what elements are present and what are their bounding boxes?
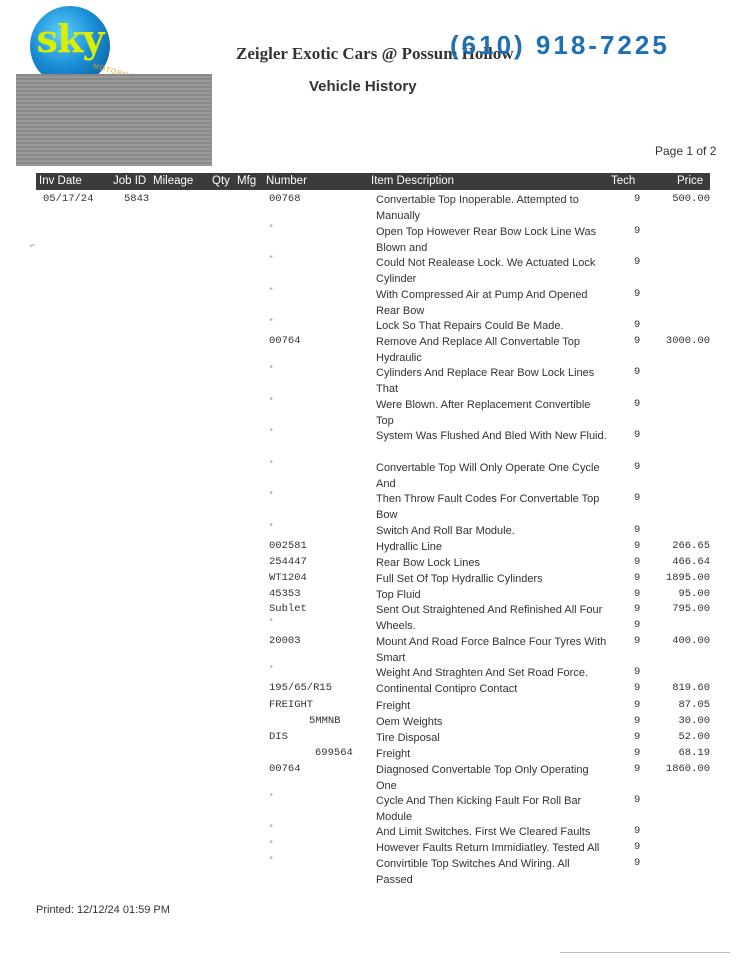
cell-tech: 9 (634, 715, 641, 727)
cell-description: Remove And Replace All Convertable Top Hydraulic (376, 336, 581, 364)
cell-price: 400.00 (672, 635, 710, 647)
cell-description: Tire Disposal (376, 732, 440, 744)
cell-number: " (269, 398, 274, 406)
cell-tech: 9 (634, 841, 641, 853)
cell-number: 00764 (269, 335, 301, 347)
cell-number: " (269, 461, 274, 469)
cell-description: Freight (376, 700, 411, 712)
redacted-area (16, 74, 212, 166)
cell-tech: 9 (634, 288, 641, 300)
cell-tech: 9 (634, 825, 641, 837)
cell-number: 699564 (315, 747, 353, 759)
cell-tech: 9 (634, 731, 641, 743)
cell-description: Wheels. (376, 620, 416, 632)
cell-number: " (269, 492, 274, 500)
cell-tech: 9 (634, 225, 641, 237)
cell-tech: 9 (634, 540, 641, 552)
cell-tech: 9 (634, 572, 641, 584)
header-tech: Tech (611, 175, 636, 187)
header-mfg: Mfg (237, 175, 257, 187)
cell-description: Sent Out Straightened And Refinished All Four (376, 604, 603, 616)
cell-description: Top Fluid (376, 589, 421, 601)
cell-number: WT1204 (269, 572, 307, 584)
cell-number: " (269, 857, 274, 865)
cell-price: 52.00 (678, 731, 710, 743)
cell-price: 266.65 (672, 540, 710, 552)
cell-description: Weight And Straghten And Set Road Force. (376, 667, 588, 679)
cell-tech: 9 (634, 256, 641, 268)
cell-description: Convertable Top Inoperable. Attempted to Manually (376, 194, 579, 222)
phone-number: (610) 918-7225 (450, 30, 670, 60)
cell-price: 500.00 (672, 193, 710, 205)
cell-number: 00768 (269, 193, 301, 205)
cell-tech: 9 (634, 747, 641, 759)
header-number: Number (266, 175, 307, 187)
cell-price: 95.00 (678, 588, 710, 600)
cell-number: " (269, 225, 274, 233)
cell-tech: 9 (634, 461, 641, 473)
cell-number: " (269, 794, 274, 802)
cell-tech: 9 (634, 763, 641, 775)
header-job-id: Job ID (113, 175, 147, 187)
cell-tech: 9 (634, 603, 641, 615)
divider (560, 952, 730, 953)
cell-tech: 9 (634, 366, 641, 378)
cell-tech: 9 (634, 193, 641, 205)
cell-price: 1895.00 (665, 572, 710, 584)
cell-number: 5MMNB (309, 715, 341, 727)
header-price: Price (677, 175, 704, 187)
cell-number: FREIGHT (269, 699, 314, 711)
cell-number: " (269, 666, 274, 674)
cell-description: Oem Weights (376, 716, 443, 728)
cell-description: Continental Contipro Contact (376, 683, 518, 695)
cell-description: Could Not Realease Lock. We Actuated Lock Cylinder (376, 257, 596, 285)
cell-number: " (269, 256, 274, 264)
cell-description: Switch And Roll Bar Module. (376, 525, 515, 537)
cell-number: 45353 (269, 588, 301, 600)
cell-price: 3000.00 (665, 335, 710, 347)
cell-description: With Compressed Air at Pump And Opened Rear Bow (376, 289, 588, 317)
cell-number: " (269, 288, 274, 296)
cell-inv-date: 05/17/24 (43, 193, 94, 205)
cell-number: 002581 (269, 540, 307, 552)
cell-price: 795.00 (672, 603, 710, 615)
cell-tech: 9 (634, 398, 641, 410)
header-inv-date: Inv Date (39, 175, 82, 187)
cell-description: Convertable Top Will Only Operate One Cycle And (376, 462, 600, 490)
table-header (36, 173, 710, 190)
cell-number: DIS (269, 731, 288, 743)
cell-price: 819.60 (672, 682, 710, 694)
cell-description: Full Set Of Top Hydrallic Cylinders (376, 573, 543, 585)
stray-mark: ⌐ (30, 240, 36, 250)
cell-description: Freight (376, 748, 411, 760)
cell-description: Open Top However Rear Bow Lock Line Was Blown and (376, 226, 597, 254)
cell-price: 1860.00 (665, 763, 710, 775)
cell-description: Were Blown. After Replacement Convertible Top (376, 399, 591, 427)
page-indicator: Page 1 of 2 (655, 144, 717, 158)
cell-number: Sublet (269, 603, 307, 615)
header-qty: Qty (212, 175, 230, 187)
cell-number: " (269, 366, 274, 374)
cell-tech: 9 (634, 556, 641, 568)
cell-description: Then Throw Fault Codes For Convertable Top Bow (376, 493, 600, 521)
cell-tech: 9 (634, 524, 641, 536)
cell-tech: 9 (634, 794, 641, 806)
cell-tech: 9 (634, 319, 641, 331)
cell-number: " (269, 841, 274, 849)
cell-price: 30.00 (678, 715, 710, 727)
company-name: Zeigler Exotic Cars @ Possum Hollow (236, 44, 514, 63)
cell-tech: 9 (634, 335, 641, 347)
cell-job-id: 5843 (124, 193, 150, 205)
cell-description: Lock So That Repairs Could Be Made. (376, 320, 564, 332)
cell-number: 20003 (269, 635, 301, 647)
cell-description: Hydrallic Line (376, 541, 443, 553)
printed-timestamp: Printed: 12/12/24 01:59 PM (36, 904, 170, 916)
cell-price: 68.19 (678, 747, 710, 759)
cell-tech: 9 (634, 588, 641, 600)
cell-description: Cycle And Then Kicking Fault For Roll Bar Module (376, 795, 582, 823)
cell-number: " (269, 524, 274, 532)
cell-description: Rear Bow Lock Lines (376, 557, 480, 569)
cell-tech: 9 (634, 682, 641, 694)
cell-tech: 9 (634, 619, 641, 631)
header-description: Item Description (371, 175, 455, 187)
logo-text: sky (36, 16, 104, 61)
cell-description: Diagnosed Convertable Top Only Operating One (376, 764, 589, 792)
cell-number: " (269, 619, 274, 627)
cell-number: 254447 (269, 556, 307, 568)
cell-tech: 9 (634, 699, 641, 711)
cell-tech: 9 (634, 492, 641, 504)
cell-description: Mount And Road Force Balnce Four Tyres With Smart (376, 636, 607, 664)
cell-description: System Was Flushed And Bled With New Fluid. (376, 430, 607, 442)
cell-number: " (269, 429, 274, 437)
cell-tech: 9 (634, 857, 641, 869)
cell-number: 00764 (269, 763, 301, 775)
cell-tech: 9 (634, 635, 641, 647)
document-title: Vehicle History (309, 78, 417, 95)
cell-description: Convirtible Top Switches And Wiring. All Passed (376, 858, 570, 886)
cell-price: 87.05 (678, 699, 710, 711)
cell-price: 466.64 (672, 556, 710, 568)
cell-number: 195/65/R15 (269, 682, 333, 694)
cell-description: Cylinders And Replace Rear Bow Lock Lines That (376, 367, 595, 395)
cell-description: However Faults Return Immidiatley. Tested All (376, 842, 600, 854)
cell-description: And Limit Switches. First We Cleared Faults (376, 826, 591, 838)
cell-number: " (269, 825, 274, 833)
cell-number: " (269, 319, 274, 327)
cell-tech: 9 (634, 429, 641, 441)
header-mileage: Mileage (153, 175, 194, 187)
cell-tech: 9 (634, 666, 641, 678)
